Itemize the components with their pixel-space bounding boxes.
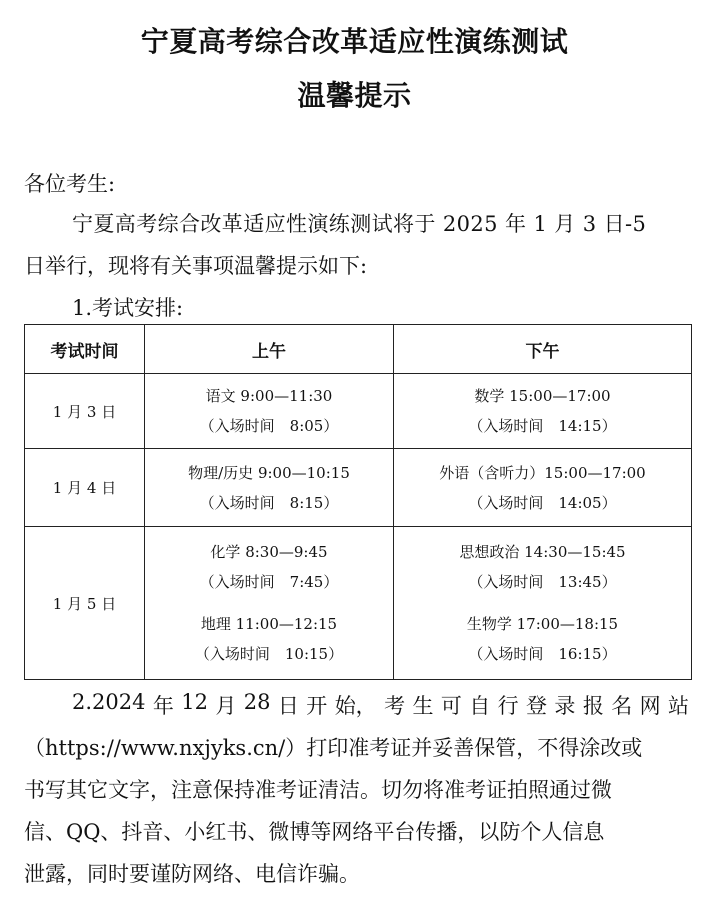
column-header-afternoon: 下午	[394, 325, 692, 374]
notice-line-1-token: 始，	[334, 694, 377, 718]
notice-line-1-token: 可	[440, 694, 462, 718]
table-row	[25, 449, 692, 527]
entry-time: （入场时间 16:15）	[468, 645, 617, 663]
exam-slot	[394, 381, 691, 441]
entry-time: （入场时间 14:05）	[468, 493, 617, 512]
notice-line-1-token: 名	[611, 694, 633, 718]
notice-line-1-token: 自	[469, 694, 491, 718]
exam-date: 1 月 4 日	[25, 449, 145, 527]
intro-line-1: 宁夏高考综合改革适应性演练测试将于 2025 年 1 月 3 日-5	[72, 212, 647, 236]
notice-line-2: （https://www.nxjyks.cn/）打印准考证并妥善保管，不得涂改或	[24, 736, 643, 760]
exam-subject-time: 语文 9:00—11:30	[205, 387, 333, 405]
afternoon-cell	[394, 374, 692, 449]
notice-line-1-token: 考	[384, 694, 406, 718]
exam-subject-time: 外语（含听力）15:00—17:00	[439, 463, 646, 482]
notice-line-1	[72, 690, 689, 720]
exam-schedule-table	[24, 324, 692, 680]
notice-line-1-token: 网	[639, 694, 661, 718]
exam-slot	[145, 609, 393, 669]
notice-line-1-token: 行	[497, 694, 519, 718]
intro-line-2: 日举行，现将有关事项温馨提示如下:	[24, 254, 368, 278]
morning-cell	[145, 449, 394, 527]
column-header-time: 考试时间	[25, 325, 145, 374]
table-row	[25, 527, 692, 680]
notice-line-1-token: 年	[152, 694, 174, 718]
table-header-row	[25, 325, 692, 374]
morning-cell	[145, 374, 394, 449]
notice-line-1-token: 生	[412, 694, 434, 718]
notice-line-1-token: 站	[667, 694, 689, 718]
notice-line-4: 信、QQ、抖音、小红书、微博等网络平台传播，以防个人信息	[24, 820, 605, 844]
notice-line-1-token: 录	[554, 694, 576, 718]
exam-subject-time: 化学 8:30—9:45	[210, 543, 328, 561]
entry-time: （入场时间 13:45）	[468, 573, 617, 591]
exam-slot	[145, 537, 393, 597]
column-header-morning: 上午	[145, 325, 394, 374]
table-row	[25, 374, 692, 449]
exam-subject-time: 生物学 17:00—18:15	[466, 615, 619, 633]
notice-line-3: 书写其它文字，注意保持准考证清洁。切勿将准考证拍照通过微	[24, 778, 612, 802]
notice-line-1-token: 开	[306, 694, 328, 718]
notice-line-1-token: 月	[215, 694, 237, 718]
notice-line-1-token: 日	[277, 694, 299, 718]
exam-slot	[145, 458, 393, 518]
morning-cell	[145, 527, 394, 680]
page-title: 宁夏高考综合改革适应性演练测试	[140, 25, 569, 58]
entry-time: （入场时间 14:15）	[468, 417, 617, 435]
exam-subject-time: 地理 11:00—12:15	[200, 615, 338, 633]
entry-time: （入场时间 7:45）	[199, 573, 339, 591]
exam-slot	[394, 609, 691, 669]
page-subtitle: 温馨提示	[297, 79, 412, 112]
entry-time: （入场时间 8:15）	[199, 493, 339, 512]
afternoon-cell	[394, 527, 692, 680]
exam-subject-time: 数学 15:00—17:00	[474, 387, 611, 405]
notice-line-5: 泄露，同时要谨防网络、电信诈骗。	[24, 862, 360, 886]
notice-line-1-token: 报	[582, 694, 604, 718]
entry-time: （入场时间 8:05）	[199, 417, 339, 435]
exam-slot	[394, 458, 691, 518]
greeting: 各位考生:	[24, 172, 116, 196]
exam-date: 1 月 3 日	[25, 374, 145, 449]
exam-date: 1 月 5 日	[25, 527, 145, 680]
schedule-heading: 1.考试安排:	[72, 296, 184, 320]
exam-slot	[145, 381, 393, 441]
exam-slot	[394, 537, 691, 597]
notice-line-1-token: 12	[181, 690, 208, 714]
exam-subject-time: 思想政治 14:30—15:45	[459, 543, 626, 561]
notice-line-1-token: 2.2024	[72, 690, 146, 714]
entry-time: （入场时间 10:15）	[194, 645, 344, 663]
notice-line-1-token: 28	[243, 690, 271, 714]
afternoon-cell	[394, 449, 692, 527]
notice-line-1-token: 登	[526, 694, 548, 718]
exam-subject-time: 物理/历史 9:00—10:15	[188, 463, 350, 482]
